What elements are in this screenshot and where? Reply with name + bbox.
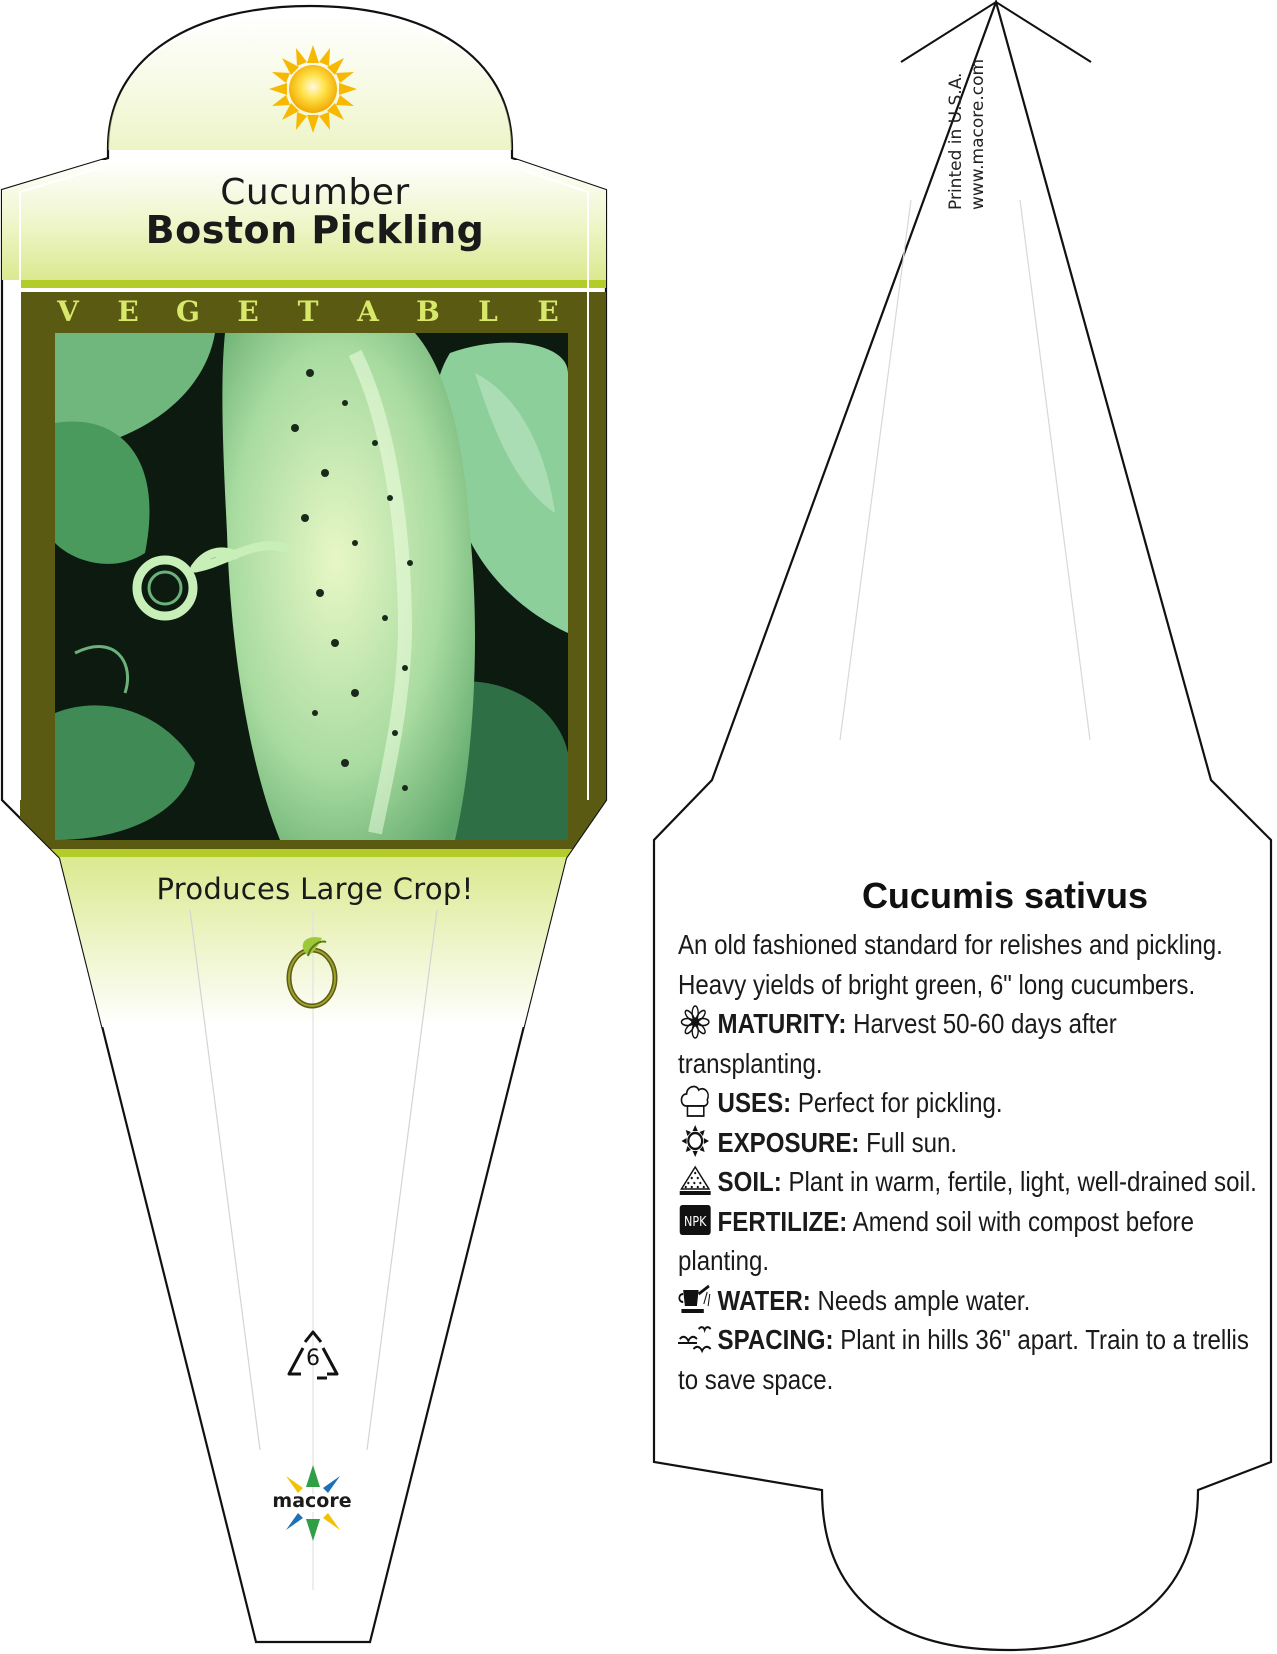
care-item-fertilize bbox=[678, 1202, 1259, 1281]
printed-country: Printed in U.S.A. bbox=[946, 72, 966, 210]
care-label: FERTILIZE: bbox=[717, 1205, 848, 1237]
soil-pile-icon bbox=[678, 1163, 712, 1197]
back-tag-outline bbox=[654, 2, 1271, 1650]
category-letter: G bbox=[176, 294, 200, 328]
watering-can-icon bbox=[678, 1282, 712, 1316]
category-letter: L bbox=[478, 294, 498, 328]
tagline: Produces Large Crop! bbox=[156, 872, 474, 906]
care-item-soil bbox=[678, 1162, 1259, 1202]
recycle-number: 6 bbox=[306, 1346, 320, 1371]
care-label: SPACING: bbox=[717, 1324, 834, 1355]
description: An old fashioned standard for relishes and pickling. Heavy yields of bright green, 6" long cucumbers. bbox=[678, 929, 1223, 1000]
botanical-name: Cucumis sativus bbox=[861, 875, 1149, 916]
care-item-water bbox=[678, 1281, 1259, 1321]
cucumber-photo bbox=[55, 333, 568, 840]
common-name: Cucumber bbox=[220, 172, 410, 213]
category-letter: E bbox=[537, 294, 559, 328]
care-text: Harvest 50-60 days after transplanting. bbox=[678, 1008, 1117, 1079]
sun-outline-icon bbox=[678, 1124, 712, 1158]
care-text: Full sun. bbox=[859, 1126, 958, 1158]
care-text: Amend soil with compost before planting. bbox=[678, 1205, 1194, 1276]
variety-name: Boston Pickling bbox=[145, 208, 485, 252]
brand-name: macore bbox=[272, 1490, 352, 1512]
care-item-exposure bbox=[678, 1123, 1259, 1163]
printed-info bbox=[945, 59, 989, 210]
flower-icon bbox=[678, 1005, 712, 1039]
category-letter: E bbox=[237, 294, 259, 328]
care-label: USES: bbox=[717, 1087, 792, 1118]
care-item-uses bbox=[678, 1083, 1259, 1123]
care-instructions bbox=[678, 925, 1259, 1399]
seedlings-icon bbox=[678, 1321, 712, 1355]
npk-label: NPK bbox=[683, 1213, 707, 1229]
care-text: Plant in warm, fertile, light, well-drained soil. bbox=[781, 1166, 1257, 1197]
category-letter: T bbox=[297, 294, 319, 328]
chef-hat-icon bbox=[678, 1084, 712, 1118]
care-text: Plant in hills 36" apart. Train to a trellis to save space. bbox=[678, 1324, 1249, 1395]
category-letter: E bbox=[117, 294, 139, 328]
sun-icon bbox=[269, 45, 357, 133]
category-letter: B bbox=[416, 294, 440, 328]
category-band bbox=[48, 292, 568, 330]
care-item-spacing bbox=[678, 1320, 1259, 1399]
care-item-maturity bbox=[678, 1004, 1259, 1083]
category-letter: V bbox=[57, 294, 79, 328]
care-label: MATURITY: bbox=[717, 1008, 847, 1039]
care-text: Needs ample water. bbox=[810, 1284, 1031, 1316]
npk-bag-icon bbox=[678, 1203, 712, 1237]
care-text: Perfect for pickling. bbox=[791, 1087, 1003, 1118]
care-label: EXPOSURE: bbox=[717, 1126, 860, 1158]
care-label: WATER: bbox=[717, 1284, 811, 1316]
care-label: SOIL: bbox=[717, 1166, 782, 1197]
category-letter: A bbox=[357, 294, 379, 328]
website: www.macore.com bbox=[968, 58, 988, 210]
